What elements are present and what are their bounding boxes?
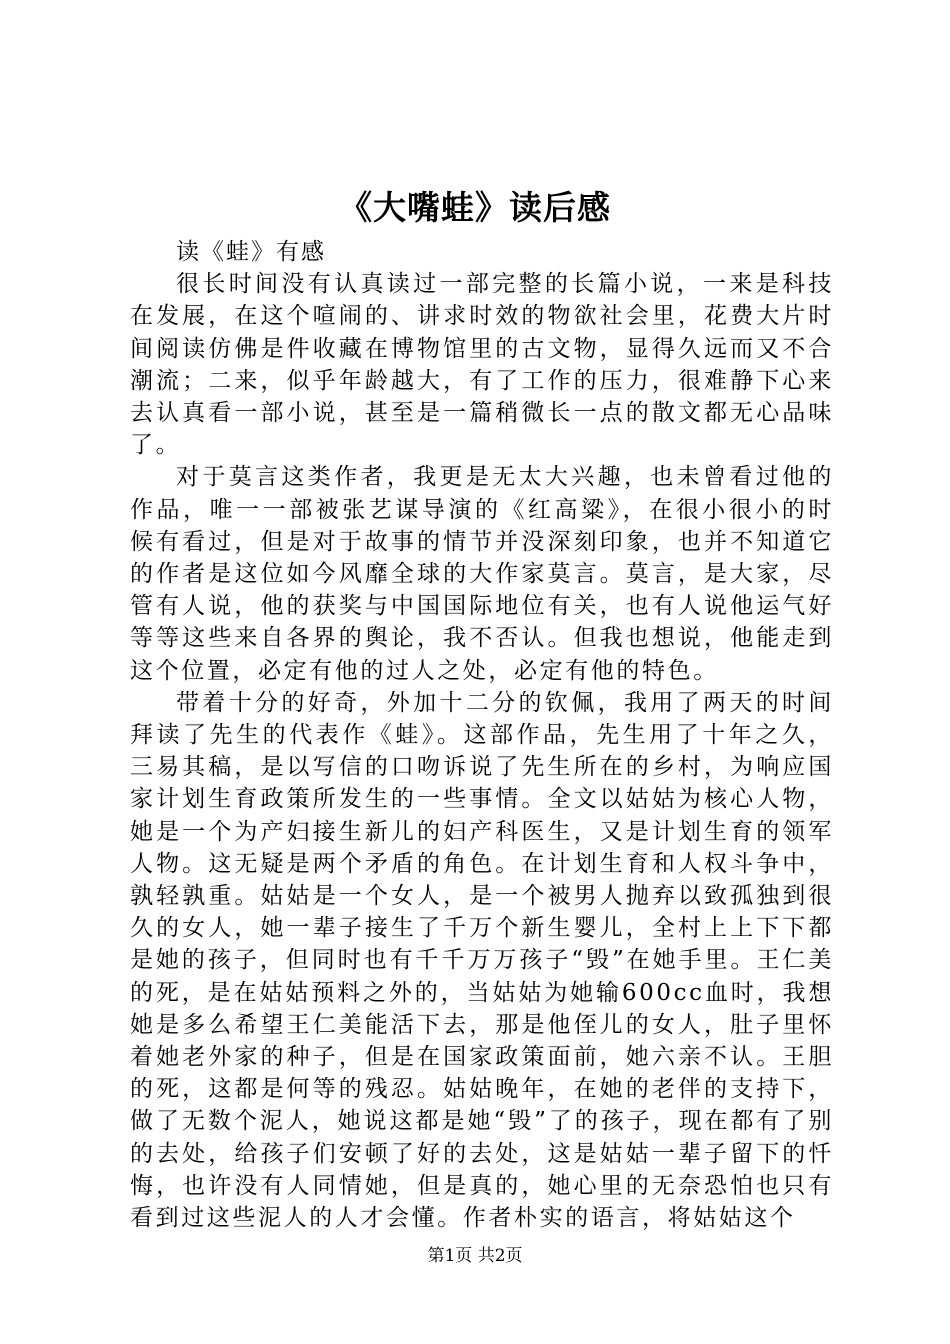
page-footer: 第1页 共2页: [427, 1246, 523, 1266]
document-body: [130, 236, 834, 1234]
paragraph-2: 对于莫言这类作者，我更是无太大兴趣，也未曾看过他的作品，唯一一部被张艺谋导演的《红高粱》，在很小很小的时候有看过，但是对于故事的情节并没深刻印象，也并不知道它的作者是这位如今风靡全球的大作家莫言。莫言，是大家，尽管有人说，他的获奖与中国国际地位有关，也有人说他运气好等等这些来自各界的舆论，我不否认。但我也想说，他能走到这个位置，必定有他的过人之处，必定有他的特色。: [130, 464, 834, 684]
subtitle-line: 读《蛙》有感: [176, 239, 326, 265]
paragraph-1: 很长时间没有认真读过一部完整的长篇小说，一来是科技在发展，在这个喧闹的、讲求时效的物欲社会里，花费大片时间阅读仿佛是件收藏在博物馆里的古文物，显得久远而又不合潮流；二来，似乎年龄越大，有了工作的压力，很难静下心来去认真看一部小说，甚至是一篇稍微长一点的散文都无心品味了。: [130, 271, 834, 459]
paragraph-3: 带着十分的好奇，外加十二分的钦佩，我用了两天的时间拜读了先生的代表作《蛙》。这部作品，先生用了十年之久，三易其稿，是以写信的口吻诉说了先生所在的乡村，为响应国家计划生育政策所发生的一些事情。全文以姑姑为核心人物，她是一个为产妇接生新儿的妇产科医生，又是计划生育的领军人物。这无疑是两个矛盾的角色。在计划生育和人权斗争中，孰轻孰重。姑姑是一个女人，是一个被男人抛弃以致孤独到很久的女人，她一辈子接生了千万个新生婴儿，全村上上下下都是她的孩子，但同时也有千千万万孩子“毁”在她手里。王仁美的死，是在姑姑预料之外的，当姑姑为她输600cc血时，我想她是多么希望王仁美能活下去，那是他侄儿的女人，肚子里怀着她老外家的种子，但是在国家政策面前，她六亲不认。王胆的死，这都是何等的残忍。姑姑晚年，在她的老伴的支持下，做了无数个泥人，她说这都是她“毁”了的孩子，现在都有了别的去处，给孩子们安顿了好的去处，这是姑姑一辈子留下的忏悔，也许没有人同情她，但是真的，她心里的无奈恐怕也只有看到过这些泥人的人才会懂。作者朴实的语言，将姑姑这个: [130, 689, 834, 1232]
document-title: 《大嘴蛙》读后感: [339, 188, 611, 227]
